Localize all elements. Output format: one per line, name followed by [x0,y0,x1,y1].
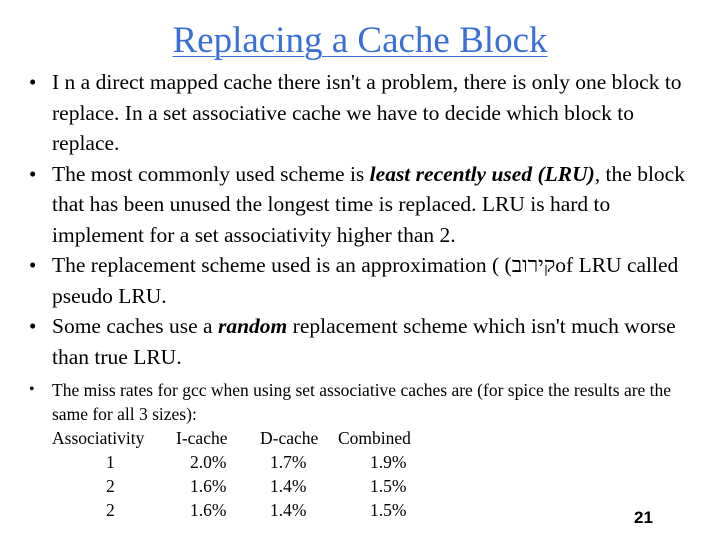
cell-dcache: 1.4% [270,476,307,496]
cell-dcache: 1.4% [270,500,307,520]
cell-combined: 1.5% [370,500,407,520]
slide-title: Replacing a Cache Block [172,20,548,61]
bullet-marker: • [29,253,37,277]
cell-combined: 1.5% [370,476,407,496]
cell-icache: 1.6% [190,476,227,496]
bullet-text-post: , the block that has been unused the longest time is replaced. LRU is hard to implement for a set associativity higher than 2. [52,161,685,247]
cell-icache: 2.0% [190,452,227,472]
bullet-text-pre: Some caches use a [52,314,218,338]
bullet-text-post: of LRU called pseudo LRU. [52,253,679,308]
bullet-marker: • [29,314,37,338]
cell-icache: 1.6% [190,500,227,520]
table-row [52,498,428,522]
cell-combined: 1.9% [370,452,407,472]
bullet-marker: • [29,70,37,94]
table-row [52,474,428,498]
page-number: 21 [634,508,653,527]
cell-associativity: 2 [106,476,115,496]
lru-emphasis: least recently used (LRU) [369,161,595,186]
bullet-marker: • [29,161,37,186]
table-header-row [52,426,428,450]
miss-rate-table [52,426,428,522]
cell-associativity: 1 [106,452,115,472]
bullet-lru [0,159,720,251]
bullet-direct-mapped [0,67,720,159]
table-row [52,450,428,474]
header-combined: Combined [338,428,411,448]
bullet-marker: • [29,381,35,398]
bullet-pseudo-lru [0,250,720,311]
header-dcache: D-cache [260,428,319,448]
bullet-text: The miss rates for gcc when using set associative caches are (for spice the results are the same for all 3 sizes): [52,380,672,424]
hebrew-word: קירוב [511,253,556,277]
bullet-list [0,67,720,522]
bullet-text-pre: The replacement scheme used is an approximation ( ( [52,253,512,277]
cell-associativity: 2 [106,500,115,520]
bullet-miss-rates [0,378,720,522]
bullet-random [0,311,720,372]
bullet-text: I n a direct mapped cache there isn't a problem, there is only one block to replace. In a set associative cache we have to decide which block to replace. [52,70,682,155]
random-emphasis: random [217,314,288,338]
bullet-text-post: replacement scheme which isn't much worse than true LRU. [52,314,676,369]
header-icache: I-cache [176,428,228,448]
bullet-text-pre: The most commonly used scheme is [52,161,370,186]
cell-dcache: 1.7% [270,452,307,472]
header-associativity: Associativity [52,428,145,448]
